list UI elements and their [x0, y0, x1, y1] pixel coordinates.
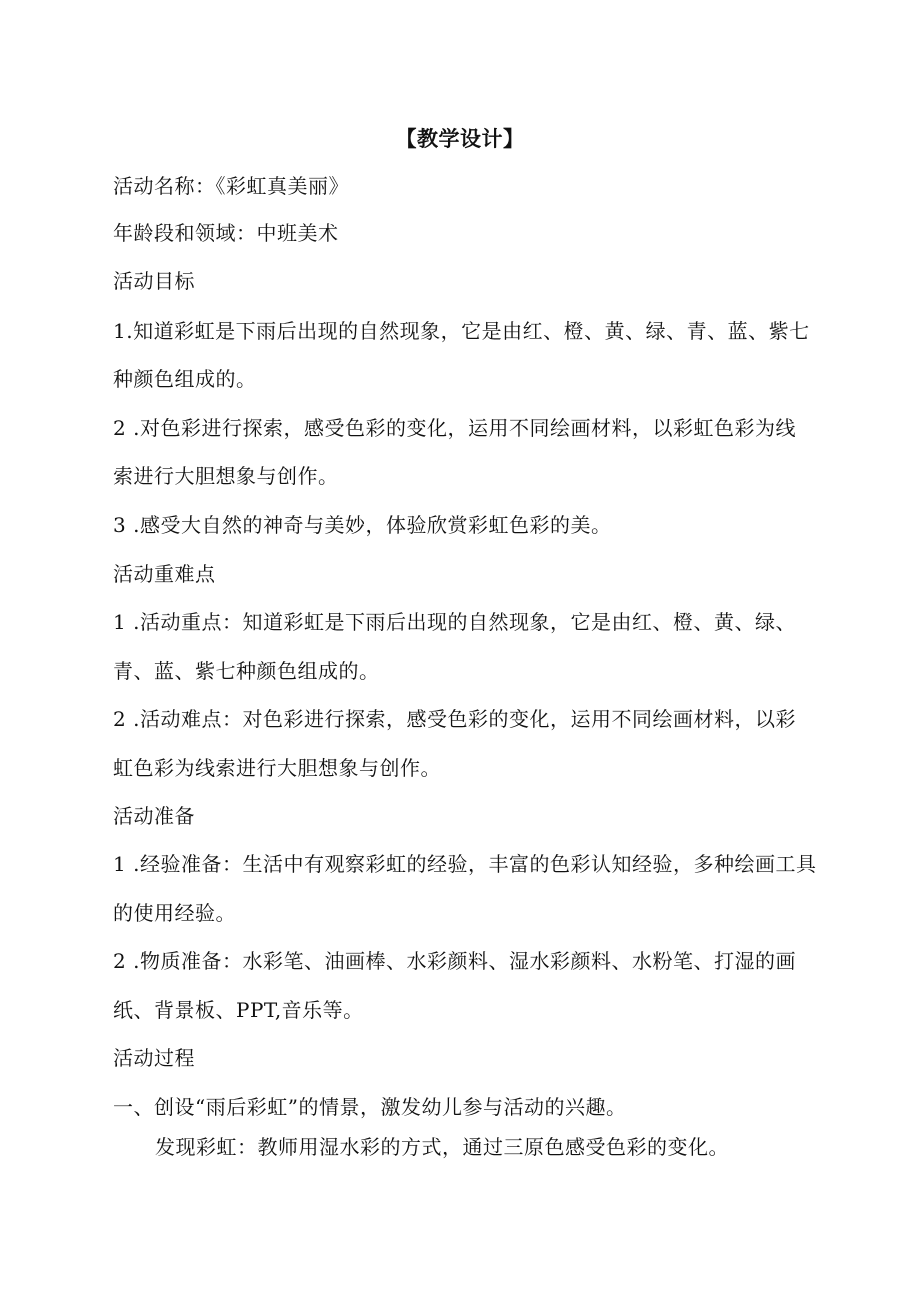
- key-points-heading: 活动重难点: [113, 562, 216, 586]
- preparation-heading: 活动准备: [113, 804, 195, 828]
- preparation-2-line-1: 2 .物质准备：水彩笔、油画棒、水彩颜料、湿水彩颜料、水粉笔、打湿的画: [113, 949, 796, 973]
- goal-2-line-2: 索进行大胆想象与创作。: [113, 464, 339, 488]
- document-title: 【教学设计】: [395, 126, 525, 151]
- key-point-1-line-1: 1 .活动重点：知道彩虹是下雨后出现的自然现象，它是由红、橙、黄、绿、: [113, 610, 796, 634]
- goal-3-line-1: 3 .感受大自然的神奇与美妙，体验欣赏彩虹色彩的美。: [113, 513, 612, 537]
- key-point-2-line-2: 虹色彩为线索进行大胆想象与创作。: [113, 756, 441, 780]
- process-heading: 活动过程: [113, 1046, 195, 1070]
- goal-2-line-1: 2 .对色彩进行探索，感受色彩的变化，运用不同绘画材料，以彩虹色彩为线: [113, 416, 796, 440]
- goal-1-line-1: 1.知道彩虹是下雨后出现的自然现象，它是由红、橙、黄、绿、青、蓝、紫七: [113, 319, 810, 343]
- preparation-1-line-2: 的使用经验。: [113, 901, 236, 925]
- goals-heading: 活动目标: [113, 269, 195, 293]
- preparation-1-line-1: 1 .经验准备：生活中有观察彩虹的经验，丰富的色彩认知经验，多种绘画工具: [113, 852, 817, 876]
- activity-name: 活动名称：《彩虹真美丽》: [113, 174, 349, 198]
- process-step-1-detail: 发现彩虹：教师用湿水彩的方式，通过三原色感受色彩的变化。: [155, 1135, 729, 1159]
- preparation-2-line-2: 纸、背景板、PPT,音乐等。: [113, 998, 364, 1022]
- key-point-2-line-1: 2 .活动难点：对色彩进行探索，感受色彩的变化，运用不同绘画材料，以彩: [113, 707, 796, 731]
- goal-1-line-2: 种颜色组成的。: [113, 367, 257, 391]
- process-step-1: 一、创设“雨后彩虹”的情景，激发幼儿参与活动的兴趣。: [113, 1095, 627, 1119]
- key-point-1-line-2: 青、蓝、紫七种颜色组成的。: [113, 659, 380, 683]
- age-domain: 年龄段和领域：中班美术: [113, 221, 339, 245]
